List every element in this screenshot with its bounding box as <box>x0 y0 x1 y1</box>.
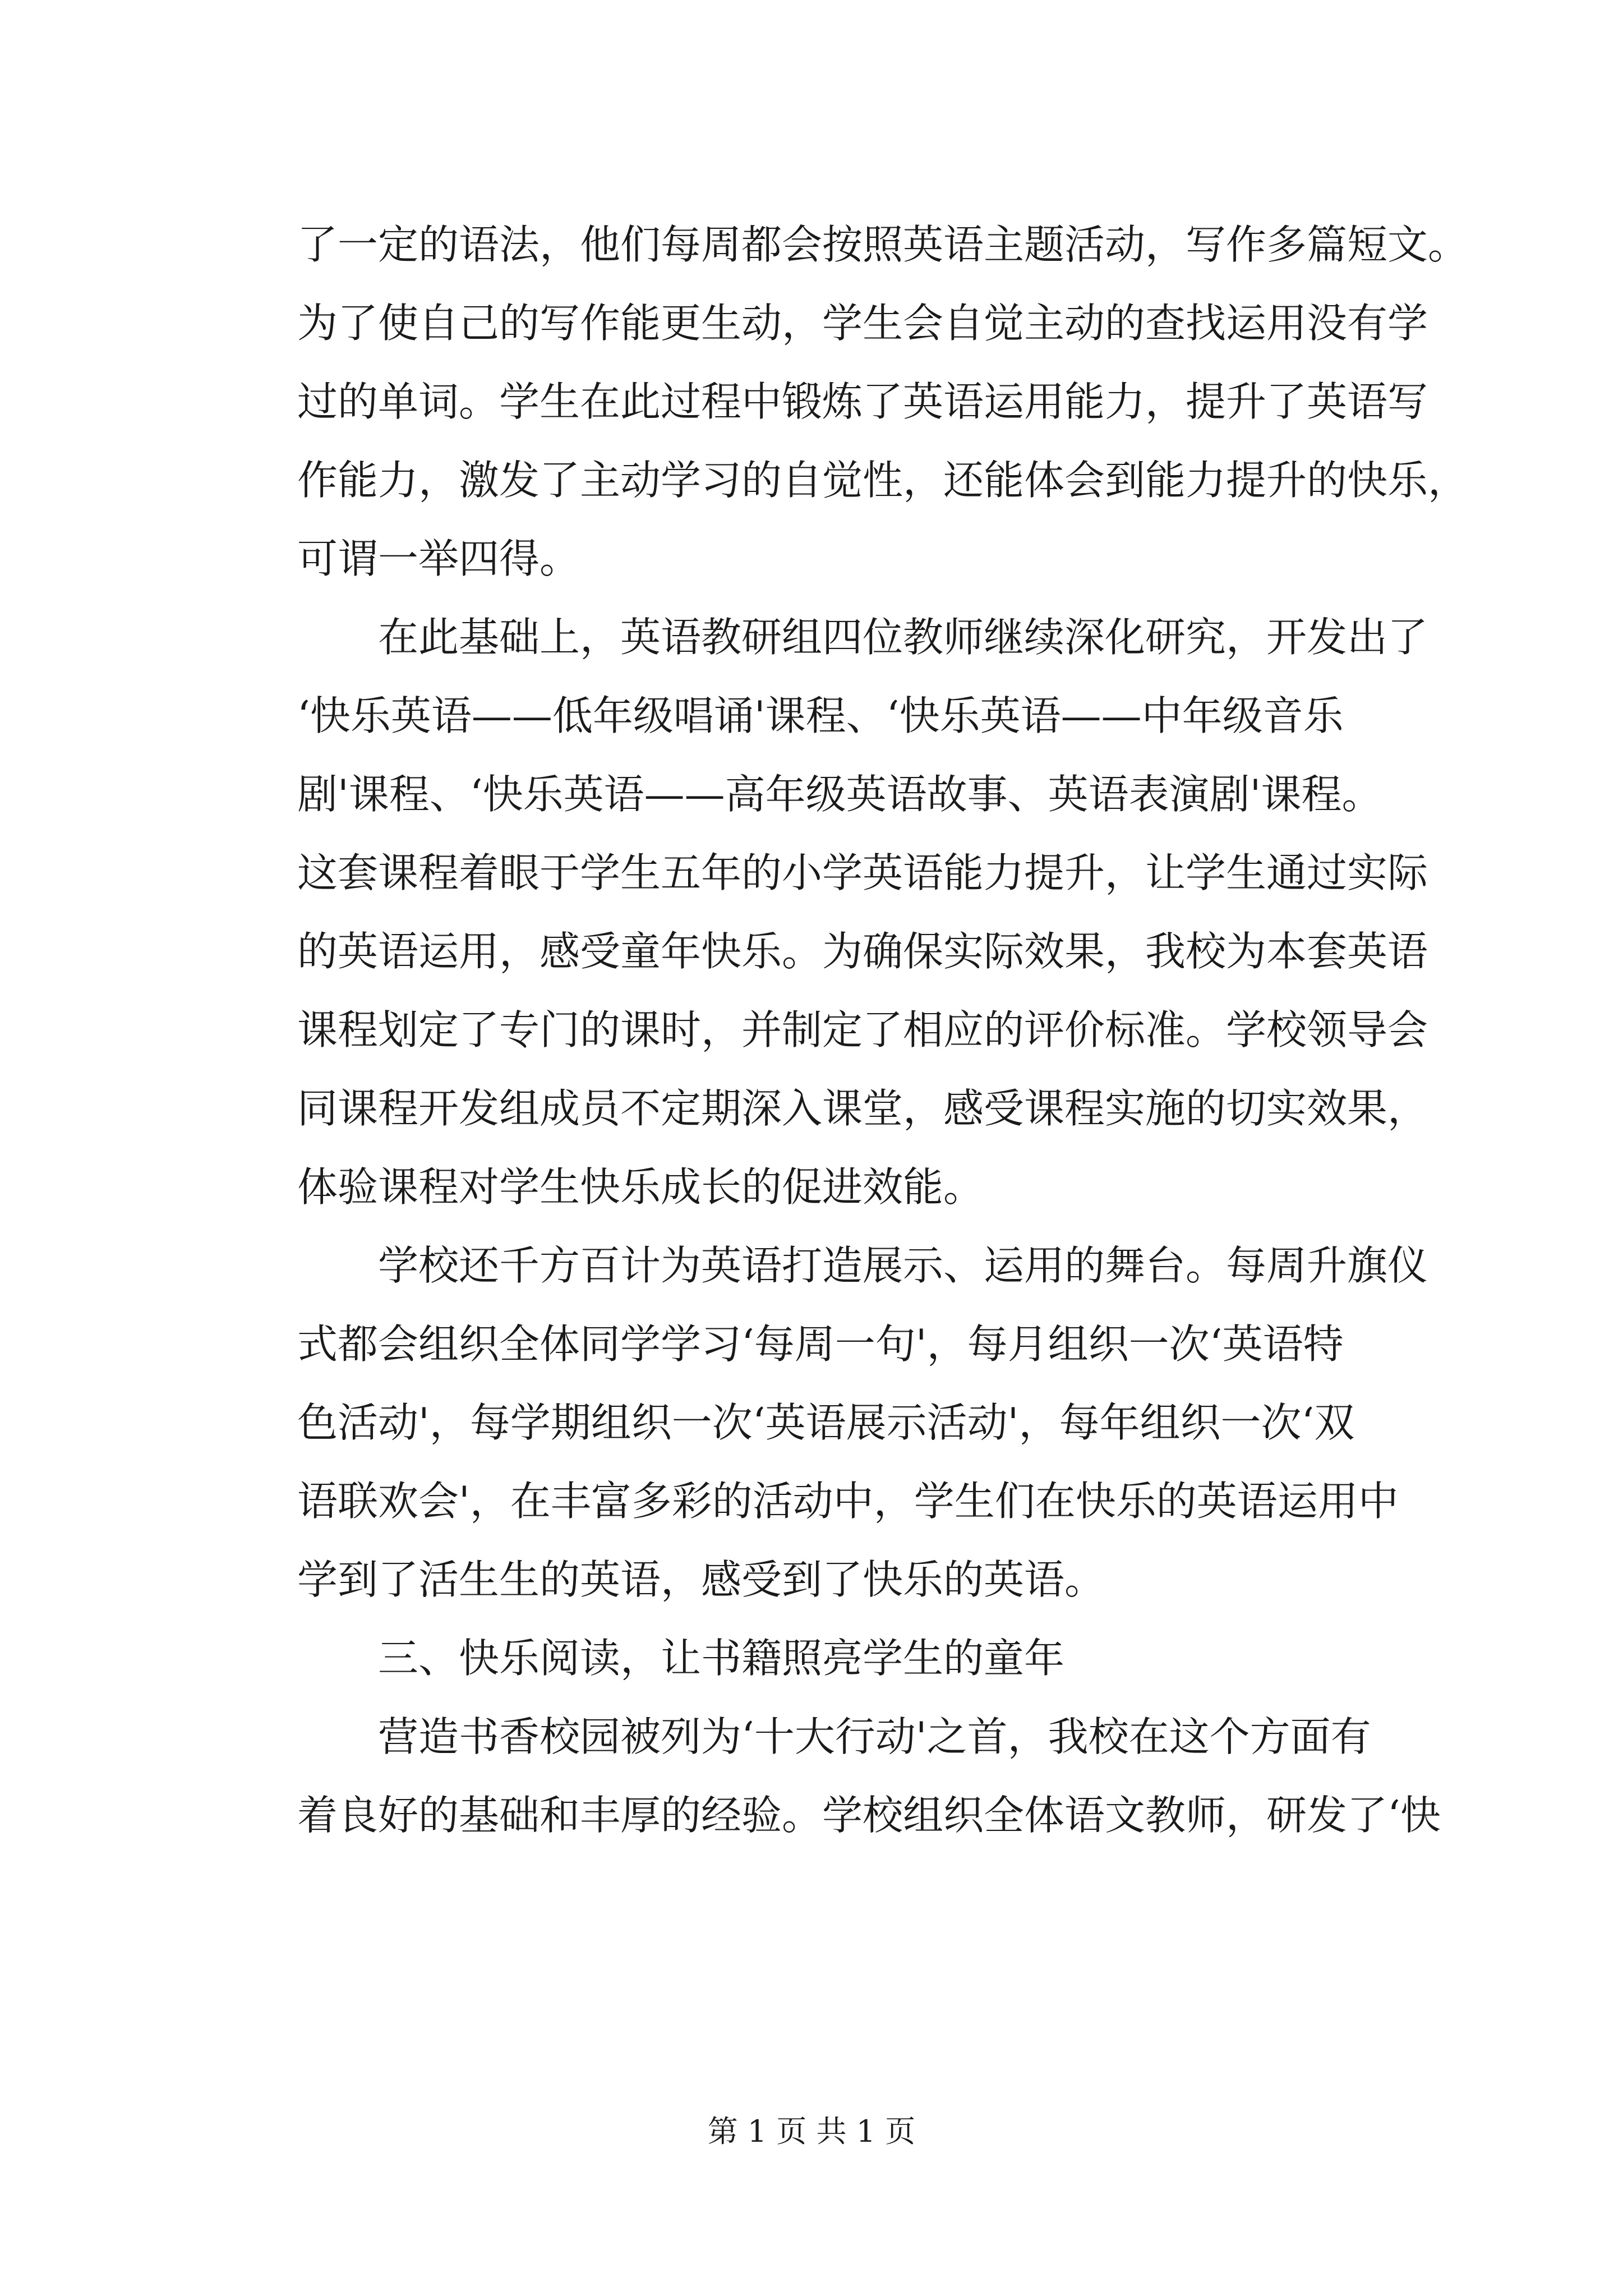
text-line-20: 营造书香校园被列为‘十大行动'之首，我校在这个方面有 <box>297 1713 1371 1760</box>
text-line-9: 这套课程着眼于学生五年的小学英语能力提升，让学生通过实际 <box>297 849 1428 896</box>
page-number-footer: 第 1 页 共 1 页 <box>707 2114 916 2149</box>
text-line-4: 作能力，激发了主动学习的自觉性，还能体会到能力提升的快乐， <box>297 457 1469 504</box>
text-line-11: 课程划定了专门的课时，并制定了相应的评价标准。学校领导会 <box>297 1006 1428 1053</box>
document-body <box>297 205 1469 1855</box>
text-line-15: 式都会组织全体同学学习‘每周一句'，每月组织一次‘英语特 <box>297 1320 1344 1368</box>
text-line-6: 在此基础上，英语教研组四位教师继续深化研究，开发出了 <box>297 614 1428 661</box>
text-line-17: 语联欢会'，在丰富多彩的活动中，学生们在快乐的英语运用中 <box>297 1478 1399 1525</box>
text-line-2: 为了使自己的写作能更生动，学生会自觉主动的查找运用没有学 <box>297 300 1428 347</box>
text-line-10: 的英语运用，感受童年快乐。为确保实际效果，我校为本套英语 <box>297 928 1428 975</box>
text-line-1: 了一定的语法，他们每周都会按照英语主题活动，写作多篇短文。 <box>297 221 1469 268</box>
text-line-7: ‘快乐英语——低年级唱诵'课程、‘快乐英语——中年级音乐 <box>297 692 1344 739</box>
text-line-13: 体验课程对学生快乐成长的促进效能。 <box>297 1163 984 1211</box>
text-line-12: 同课程开发组成员不定期深入课堂，感受课程实施的切实效果， <box>297 1085 1428 1132</box>
text-line-5: 可谓一举四得。 <box>297 535 580 582</box>
text-line-16: 色活动'，每学期组织一次‘英语展示活动'，每年组织一次‘双 <box>297 1399 1355 1446</box>
text-line-8: 剧'课程、‘快乐英语——高年级英语故事、英语表演剧'课程。 <box>297 771 1382 818</box>
text-line-14: 学校还千方百计为英语打造展示、运用的舞台。每周升旗仪 <box>297 1242 1428 1289</box>
text-line-18: 学到了活生生的英语，感受到了快乐的英语。 <box>297 1556 1105 1603</box>
text-line-3: 过的单词。学生在此过程中锻炼了英语运用能力，提升了英语写 <box>297 378 1428 425</box>
section-heading: 三、快乐阅读，让书籍照亮学生的童年 <box>297 1635 1065 1682</box>
text-line-21: 着良好的基础和丰厚的经验。学校组织全体语文教师，研发了‘快 <box>297 1792 1441 1839</box>
